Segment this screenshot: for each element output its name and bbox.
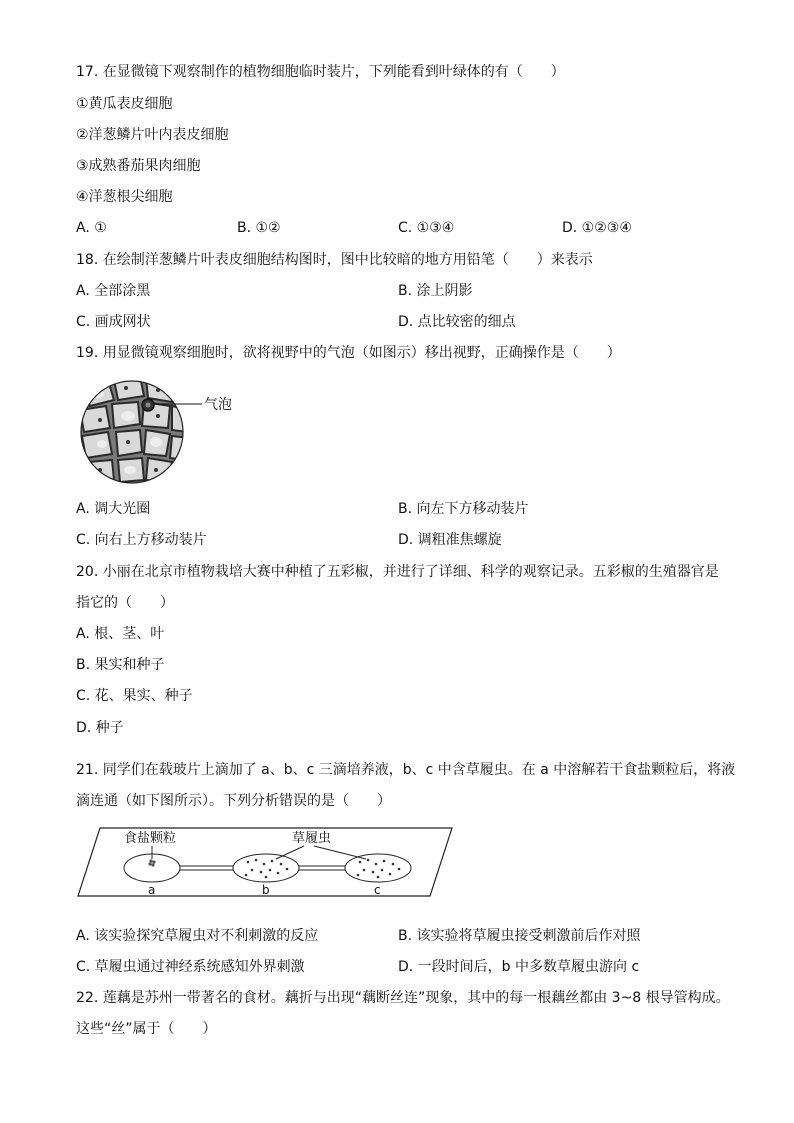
q20-stem-line2: 指它的（ ） — [76, 595, 174, 611]
q19-option-c: C. 向右上方移动装片 — [76, 532, 207, 548]
paramecium-dots-c — [357, 859, 401, 879]
q17-option-b: B. ①② — [237, 220, 281, 236]
label-b: b — [262, 883, 270, 897]
q17-option-d: D. ①②③④ — [562, 220, 632, 236]
q17-item-4: ④洋葱根尖细胞 — [76, 189, 173, 205]
paramecium-dots-b — [245, 859, 289, 879]
q18-option-b: B. 涂上阴影 — [398, 283, 473, 299]
q19-stem: 19. 用显微镜观察细胞时，欲将视野中的气泡（如图示）移出视野，正确操作是（ ） — [76, 345, 621, 361]
q21-option-b: B. 该实验将草履虫接受刺激前后作对照 — [398, 928, 641, 944]
q19-option-d: D. 调粗准焦螺旋 — [398, 532, 502, 548]
q21-stem-line1: 21. 同学们在载玻片上滴加了 a、b、c 三滴培养液，b、c 中含草履虫。在 a 中溶解若干食盐颗粒后，将液 — [76, 762, 736, 778]
label-c: c — [374, 883, 381, 897]
q17-item-1: ①黄瓜表皮细胞 — [76, 96, 173, 112]
q17-option-c: C. ①③④ — [398, 220, 455, 236]
q19-option-a: A. 调大光圈 — [76, 501, 151, 517]
q22-stem-line2: 这些“丝”属于（ ） — [76, 1021, 217, 1037]
q18-option-a: A. 全部涂黑 — [76, 283, 151, 299]
q18-option-c: C. 画成网状 — [76, 314, 151, 330]
q21-option-a: A. 该实验探究草履虫对不利刺激的反应 — [76, 928, 319, 944]
label-paramecium: 草履虫 — [292, 831, 332, 846]
q20-option-b: B. 果实和种子 — [76, 657, 165, 673]
q17-item-2: ②洋葱鳞片叶内表皮细胞 — [76, 127, 229, 143]
q17-option-a: A. ① — [76, 220, 107, 236]
salt-grains — [148, 859, 155, 866]
q19-figure-label: 气泡 — [204, 397, 232, 413]
q21-option-c: C. 草履虫通过神经系统感知外界刺激 — [76, 959, 305, 975]
q17-item-3: ③成熟番茄果肉细胞 — [76, 158, 201, 174]
q22-stem-line1: 22. 莲藕是苏州一带著名的食材。藕折与出现“藕断丝连”现象，其中的每一根藕丝都由 3~8 根导管构成。 — [76, 990, 730, 1006]
q19-option-b: B. 向左下方移动装片 — [398, 501, 529, 517]
q17-stem: 17. 在显微镜下观察制作的植物细胞临时装片，下列能看到叶绿体的有（ ） — [76, 64, 565, 80]
q20-stem-line1: 20. 小丽在北京市植物栽培大赛中种植了五彩椒，并进行了详细、科学的观察记录。五彩椒的生殖器官是 — [76, 564, 719, 580]
q20-option-a: A. 根、茎、叶 — [76, 626, 165, 642]
q18-option-d: D. 点比较密的细点 — [398, 314, 516, 330]
q20-option-d: D. 种子 — [76, 720, 124, 736]
q21-slide-figure — [76, 824, 456, 900]
q19-microscope-figure — [78, 376, 248, 488]
q21-option-d: D. 一段时间后，b 中多数草履虫游向 c — [398, 959, 640, 975]
label-a: a — [148, 883, 156, 897]
q21-stem-line2: 滴连通（如下图所示）。下列分析错误的是（ ） — [76, 793, 391, 809]
label-salt-grains: 食盐颗粒 — [124, 831, 177, 846]
q20-option-c: C. 花、果实、种子 — [76, 688, 193, 704]
q18-stem: 18. 在绘制洋葱鳞片叶表皮细胞结构图时，图中比较暗的地方用铅笔（ ）来表示 — [76, 252, 593, 268]
